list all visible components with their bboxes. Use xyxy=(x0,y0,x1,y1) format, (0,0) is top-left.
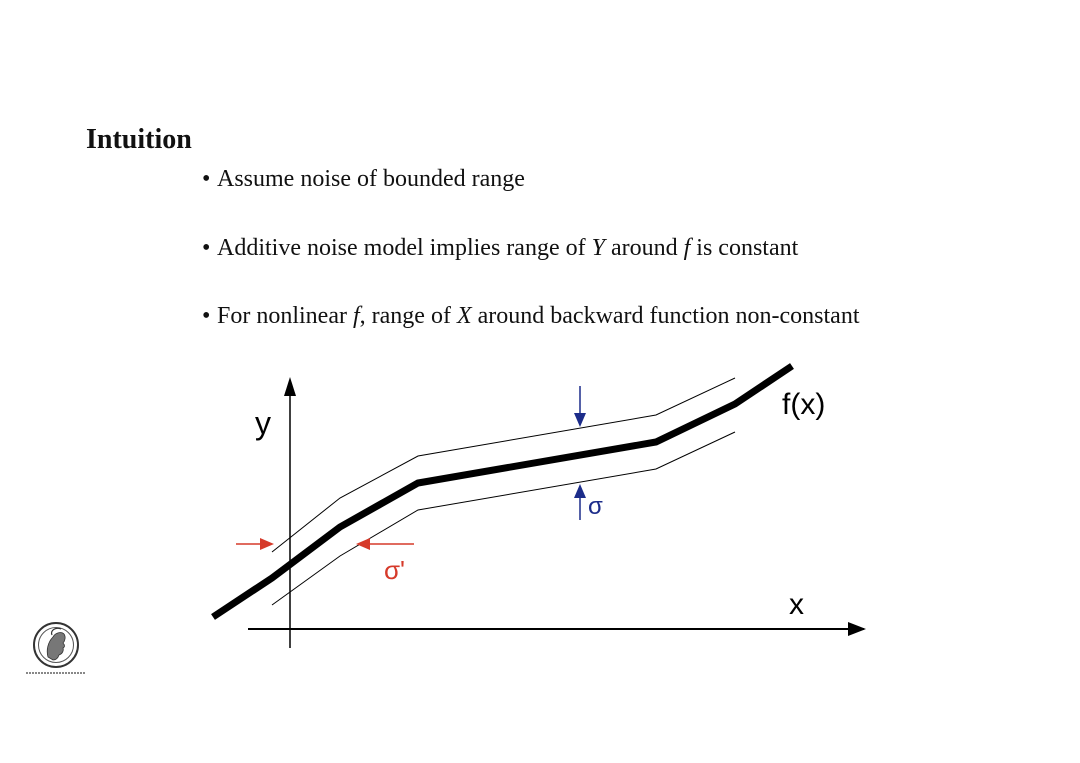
sigma-arrow-up-icon xyxy=(574,484,586,498)
y-axis-label: y xyxy=(255,405,271,441)
y-axis-arrowhead-icon xyxy=(284,377,296,396)
curve-label: f(x) xyxy=(782,388,826,421)
bullet-text: around backward function non-constant xyxy=(471,303,860,329)
bullet-dot: • xyxy=(202,235,211,261)
bullet-text: Additive noise model implies range of xyxy=(217,235,592,261)
bullet-text: around xyxy=(604,235,684,261)
sigma-prime-label: σ' xyxy=(384,555,406,585)
minerva-seal-icon xyxy=(22,620,90,678)
bullet-text: Assume noise of bounded range xyxy=(217,166,525,192)
bullet-var-f: f xyxy=(352,303,360,329)
slide-title: Intuition xyxy=(86,124,192,155)
bullet-text: For nonlinear xyxy=(217,303,353,329)
bullet-text: is constant xyxy=(690,235,799,261)
lower-noise-bound xyxy=(272,432,735,605)
bullet-var-x: X xyxy=(456,303,472,329)
bullet-var-f: f xyxy=(683,235,691,261)
x-axis-arrowhead-icon xyxy=(848,622,866,636)
bullet-dot: • xyxy=(202,303,211,329)
sigma-prime-arrow-right-icon xyxy=(260,538,274,550)
function-curve xyxy=(213,366,792,617)
bullet-text: , range of xyxy=(359,303,457,329)
bullet-var-y: Y xyxy=(591,235,605,261)
sigma-label: σ xyxy=(588,493,603,520)
sigma-arrow-down-icon xyxy=(574,413,586,427)
x-axis-label: x xyxy=(789,588,804,621)
sigma-prime-arrow-left-icon xyxy=(356,538,370,550)
bullet-dot: • xyxy=(202,166,211,192)
